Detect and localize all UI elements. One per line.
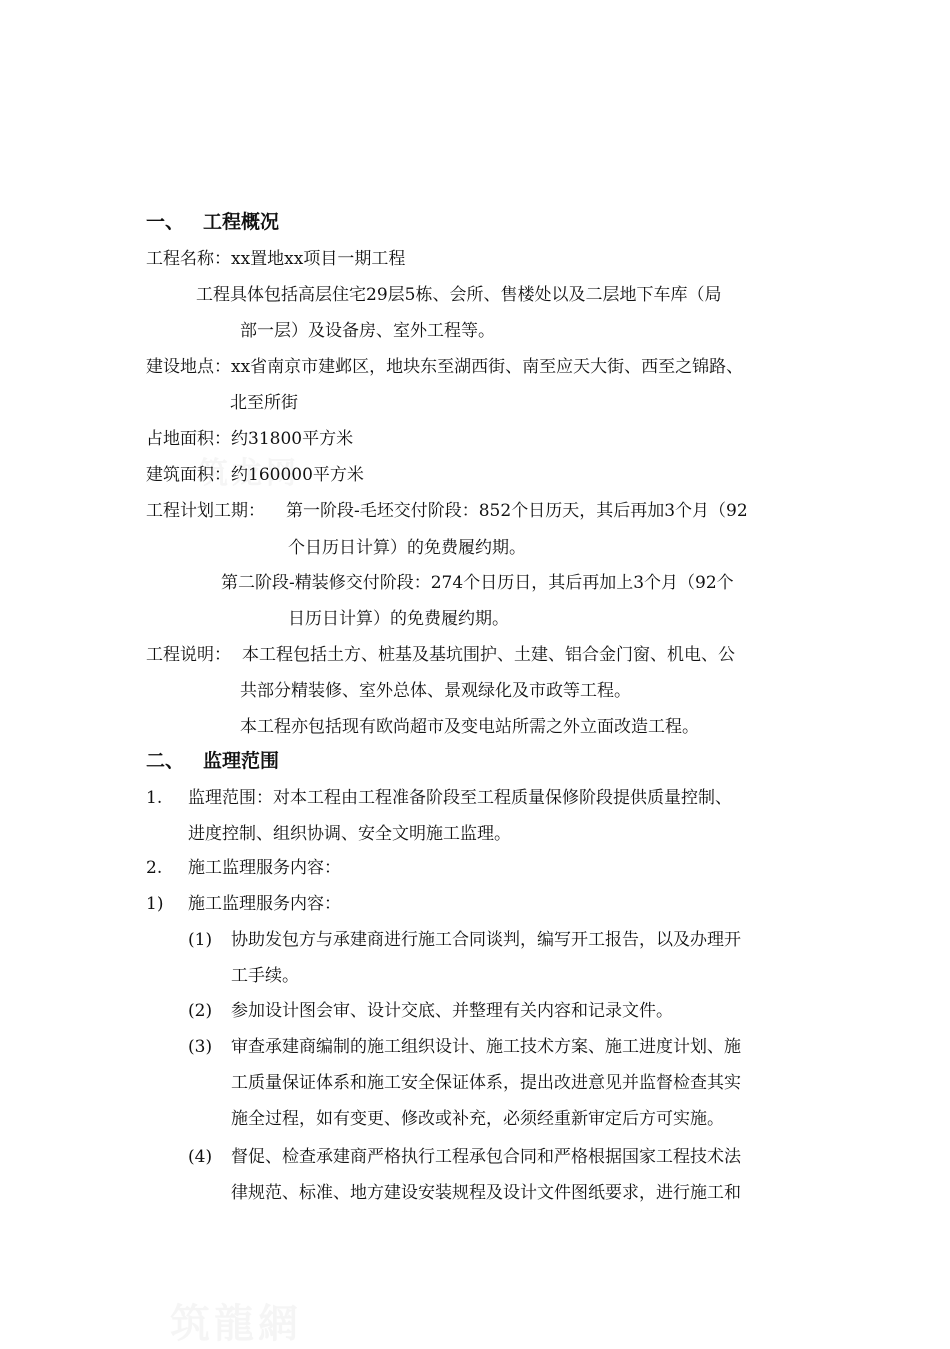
point3-line1: 审查承建商编制的施工组织设计、施工技术方案、施工进度计划、施 <box>231 1037 741 1057</box>
phase1-line2: 个日历日计算）的免费履约期。 <box>288 538 526 558</box>
site-location-line2: 北至所街 <box>230 393 298 413</box>
point4-line1: 督促、检查承建商严格执行工程承包合同和严格根据国家工程技术法 <box>231 1147 741 1167</box>
project-name: 工程名称：xx置地xx项目一期工程 <box>146 249 406 269</box>
item1-number: 1. <box>146 788 163 808</box>
point1-line1: 协助发包方与承建商进行施工合同谈判，编写开工报告，以及办理开 <box>231 930 741 950</box>
description-line1: 本工程包括土方、桩基及基坑围护、土建、铝合金门窗、机电、公 <box>242 645 735 665</box>
phase2-line2: 日历日计算）的免费履约期。 <box>288 609 509 629</box>
section1-title: 工程概况 <box>203 211 280 233</box>
section2-title: 监理范围 <box>203 750 280 772</box>
point4-number: (4) <box>188 1147 213 1167</box>
project-scope-line2: 部一层）及设备房、室外工程等。 <box>240 321 495 341</box>
point1-number: (1) <box>188 930 213 950</box>
project-scope-line1: 工程具体包括高层住宅29层5栋、会所、售楼处以及二层地下车库（局 <box>196 285 722 305</box>
point2-number: (2) <box>188 1001 213 1021</box>
point3-line2: 工质量保证体系和施工安全保证体系，提出改进意见并监督检查其实 <box>231 1073 741 1093</box>
section2-number: 二、 <box>146 750 185 772</box>
point3-line3: 施全过程，如有变更、修改或补充，必须经重新审定后方可实施。 <box>231 1109 724 1129</box>
floor-area: 建筑面积：约160000平方米 <box>146 465 364 485</box>
description-line3: 本工程亦包括现有欧尚超市及变电站所需之外立面改造工程。 <box>240 717 699 737</box>
schedule-label: 工程计划工期： <box>146 501 265 521</box>
description-line2: 共部分精装修、室外总体、景观绿化及市政等工程。 <box>240 681 631 701</box>
item1-line1: 监理范围：对本工程由工程准备阶段至工程质量保修阶段提供质量控制、 <box>188 788 732 808</box>
item1-line2: 进度控制、组织协调、安全文明施工监理。 <box>188 824 511 844</box>
subitem1-number: 1) <box>146 894 164 914</box>
point4-line2: 律规范、标准、地方建设安装规程及设计文件图纸要求，进行施工和 <box>231 1183 741 1203</box>
point3-number: (3) <box>188 1037 213 1057</box>
item2-number: 2. <box>146 858 163 878</box>
point2-line1: 参加设计图会审、设计交底、并整理有关内容和记录文件。 <box>231 1001 673 1021</box>
point1-line2: 工手续。 <box>231 966 299 986</box>
description-label: 工程说明： <box>146 645 231 665</box>
watermark-bottom <box>170 1292 302 1349</box>
phase2-line1: 第二阶段-精装修交付阶段：274个日历日，其后再加上3个月（92个 <box>221 573 734 593</box>
subitem1-text: 施工监理服务内容： <box>188 894 341 914</box>
land-area: 占地面积：约31800平方米 <box>146 429 354 449</box>
section1-number: 一、 <box>146 211 185 233</box>
phase1-line1: 第一阶段-毛坯交付阶段：852个日历天，其后再加3个月（92 <box>286 501 748 521</box>
site-location-line1: 建设地点：xx省南京市建邺区，地块东至湖西街、南至应天大街、西至之锦路、 <box>146 357 744 377</box>
item2-text: 施工监理服务内容： <box>188 858 341 878</box>
